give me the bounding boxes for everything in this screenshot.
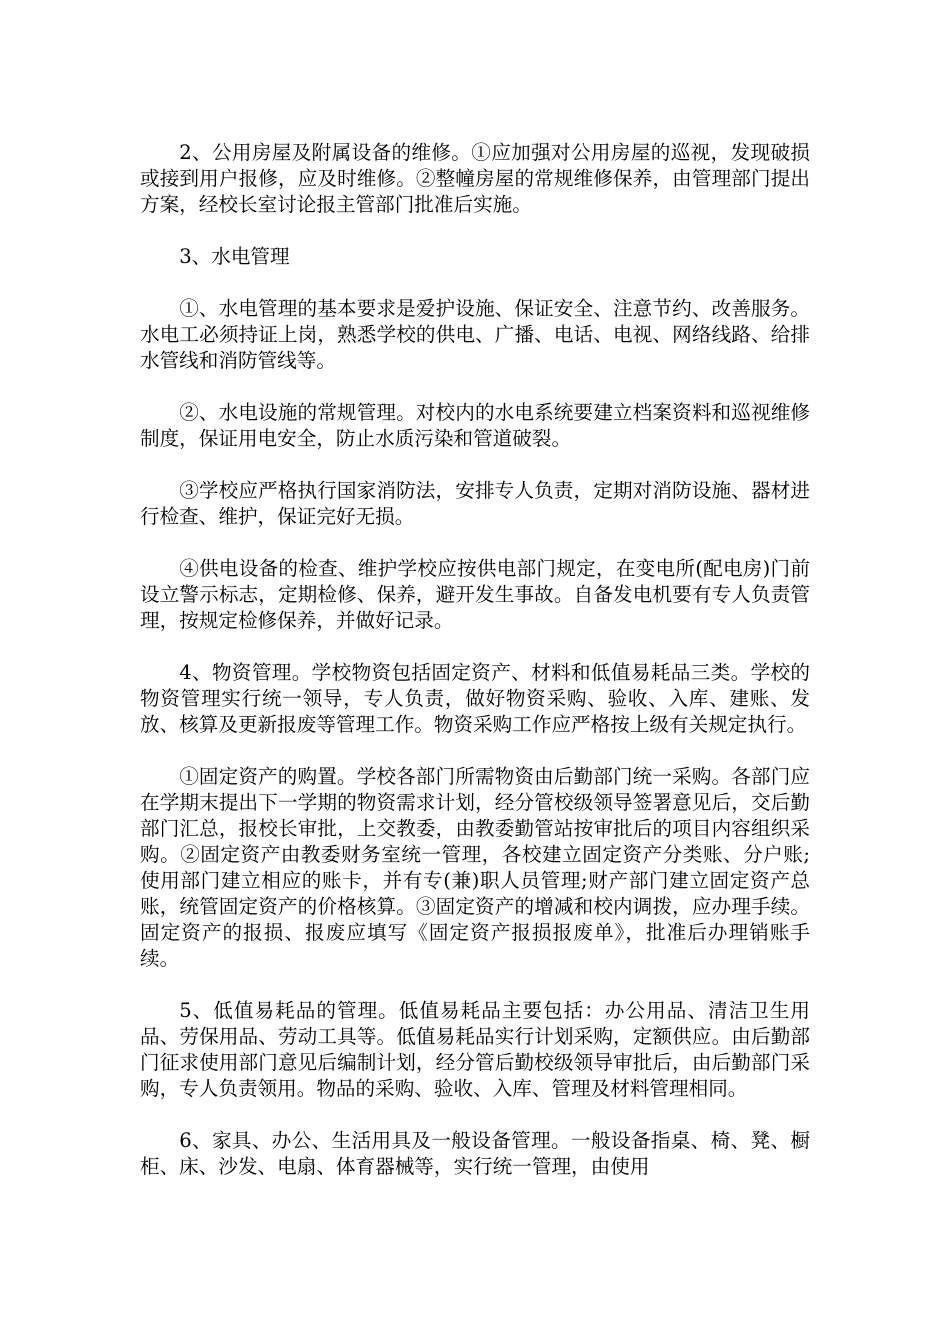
heading-utilities: 3、水电管理 (179, 245, 290, 268)
paragraph-utilities-requirements: ①、水电管理的基本要求是爱护设施、保证安全、注意节约、改善服务。水电工必须持证上岗，熟悉学校的供电、广播、电话、电视、网络线路、给排水管线和消防管线等。 (140, 297, 810, 372)
paragraph-repair: 2、公用房屋及附属设备的维修。①应加强对公用房屋的巡视，发现破损或接到用户报修，应及时维修。②整幢房屋的常规维修保养，由管理部门提出方案，经校长室讨论报主管部门批准后实施。 (140, 141, 810, 216)
paragraph-fire-safety: ③学校应严格执行国家消防法，安排专人负责，定期对消防设施、器材进行检查、维护，保证完好无损。 (140, 479, 810, 528)
paragraph-fixed-assets: ①固定资产的购置。学校各部门所需物资由后勤部门统一采购。各部门应在学期末提出下一学期的物资需求计划，经分管校级领导签署意见后，交后勤部门汇总，报校长审批，上交教委，由教委勤管站按审批后的项目内容组织采购。②固定资产由教委财务室统一管理，各校建立固定资产分类账、分户账;使用部门建立相应的账卡，并有专(兼)职人员管理;财产部门建立固定资产总账，统管固定资产的价格核算。③固定资产的增减和校内调拨，应办理手续。固定资产的报损、报废应填写《固定资产报损报废单》，批准后办理销账手续。 (140, 765, 810, 970)
paragraph-consumables: 5、低值易耗品的管理。低值易耗品主要包括：办公用品、清洁卫生用品、劳保用品、劳动工具等。低值易耗品实行计划采购，定额供应。由后勤部门征求使用部门意见后编制计划，经分管后勤校级领导审批后，由后勤部门采购，专人负责领用。物品的采购、验收、入库、管理及材料管理相同。 (140, 999, 810, 1100)
paragraph-utilities-routine: ②、水电设施的常规管理。对校内的水电系统要建立档案资料和巡视维修制度，保证用电安全，防止水质污染和管道破裂。 (140, 401, 810, 450)
paragraph-furniture: 6、家具、办公、生活用具及一般设备管理。一般设备指桌、椅、凳、橱柜、床、沙发、电扇、体育器械等，实行统一管理，由使用 (140, 1129, 810, 1178)
paragraph-materials: 4、物资管理。学校物资包括固定资产、材料和低值易耗品三类。学校的物资管理实行统一领导，专人负责，做好物资采购、验收、入库、建账、发放、核算及更新报废等管理工作。物资采购工作应严格按上级有关规定执行。 (140, 661, 810, 736)
document-body (140, 140, 810, 1206)
paragraph-power-equipment: ④供电设备的检查、维护学校应按供电部门规定，在变电所(配电房)门前设立警示标志，定期检修、保养，避开发生事故。自备发电机要有专人负责管理，按规定检修保养，并做好记录。 (140, 557, 810, 632)
